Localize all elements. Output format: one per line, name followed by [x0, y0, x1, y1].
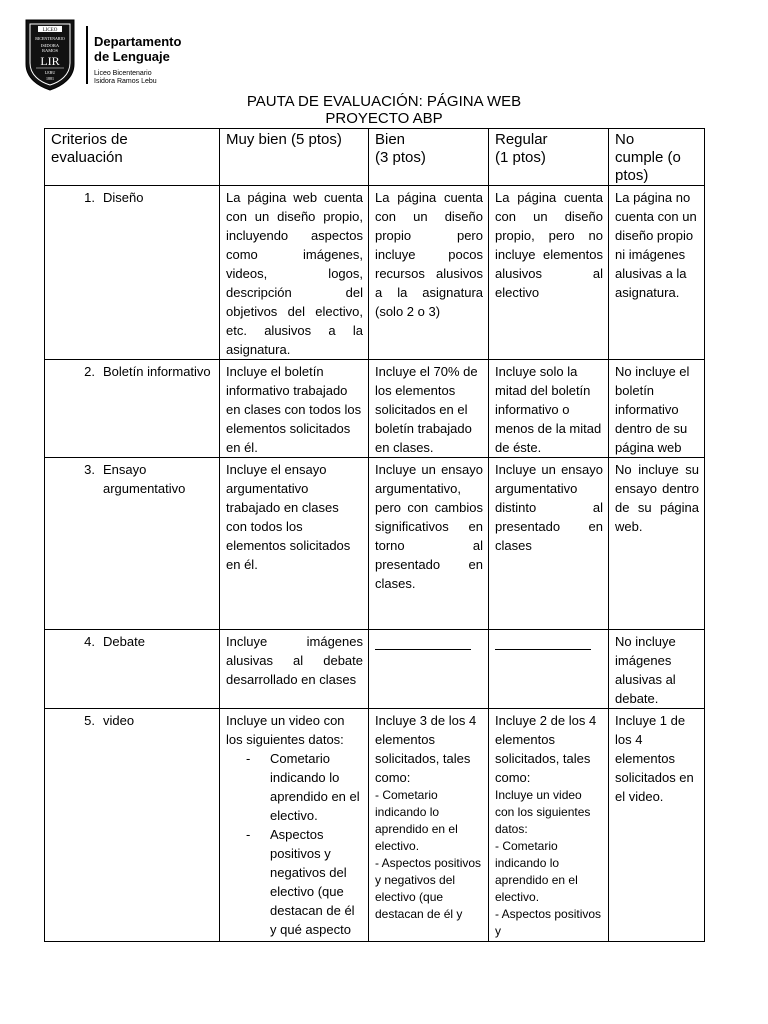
- document-header: [24, 18, 324, 94]
- criterion-cell: 4. Debate: [45, 630, 220, 709]
- document-subtitle: PROYECTO ABP: [325, 110, 443, 127]
- bien-cell: Incluye 3 de los 4 elementos solicitados, tales como: - Cometario indicando lo aprendido en el electivo. - Aspectos positivos y negativos del electivo (que destacan de él y: [369, 709, 489, 942]
- muy-bien-cell: La página web cuenta con un diseño propio, incluyendo aspectos como imágenes, videos, logos, descripción del objetivos del electivo, etc. alusivos a la asignatura.: [220, 186, 369, 360]
- svg-text:LICEO: LICEO: [42, 28, 58, 33]
- muy-bien-cell: Incluye un video con los siguientes datos: - Cometario indicando lo aprendido en el electivo. - Aspectos positivos y negativos del electivo (que destacan de él y qué aspecto: [220, 709, 369, 942]
- no-cumple-cell: Incluye 1 de los 4 elementos solicitados en el video.: [609, 709, 705, 942]
- regular-cell: La página cuenta con un diseño propio, pero no incluye elementos alusivos al electivo: [489, 186, 609, 360]
- table-row: [45, 709, 705, 942]
- bien-cell: Incluye el 70% de los elementos solicitados en el boletín trabajado en clases.: [369, 360, 489, 458]
- bien-cell: La página cuenta con un diseño propio pero incluye pocos recursos alusivos a la asignatura (solo 2 o 3): [369, 186, 489, 360]
- school-name: Liceo Bicentenario Isidora Ramos Lebu: [94, 70, 157, 85]
- header-regular: Regular (1 ptos): [489, 129, 609, 186]
- table-row: [45, 458, 705, 630]
- table-row: [45, 630, 705, 709]
- table-row: [45, 360, 705, 458]
- header-no-cumple: No cumple (o ptos): [609, 129, 705, 186]
- criterion-cell: 1. Diseño: [45, 186, 220, 360]
- list-item: - Cometario indicando lo aprendido en el electivo.: [246, 749, 363, 825]
- bien-cell: [369, 630, 489, 709]
- no-cumple-cell: No incluye imágenes alusivas al debate.: [609, 630, 705, 709]
- svg-text:LIR: LIR: [40, 54, 60, 68]
- regular-cell: [489, 630, 609, 709]
- requirements-list: [226, 749, 363, 939]
- header-criteria: Criterios de evaluación: [45, 129, 220, 186]
- header-muy-bien: Muy bien (5 ptos): [220, 129, 369, 186]
- table-row: [45, 186, 705, 360]
- school-seal-logo: [24, 18, 76, 92]
- no-cumple-cell: No incluye el boletín informativo dentro de su página web: [609, 360, 705, 458]
- criterion-cell: 3. Ensayo argumentativo: [45, 458, 220, 630]
- list-item: - Cometario indicando lo aprendido en el electivo.: [495, 839, 578, 904]
- list-item: - Aspectos positivos y negativos del electivo (que destacan de él y qué aspecto: [246, 825, 363, 939]
- no-cumple-cell: No incluye su ensayo dentro de su página web.: [609, 458, 705, 630]
- svg-text:ISIDORA: ISIDORA: [40, 43, 60, 48]
- svg-text:LEBU: LEBU: [44, 70, 56, 75]
- blank-line: [375, 649, 471, 650]
- regular-cell: Incluye un ensayo argumentativo distinto al presentado en clases: [489, 458, 609, 630]
- muy-bien-cell: Incluye imágenes alusivas al debate desarrollado en clases: [220, 630, 369, 709]
- department-name: Departamento de Lenguaje: [94, 34, 182, 64]
- criterion-cell: 5. video: [45, 709, 220, 942]
- evaluation-rubric-table: [44, 128, 705, 942]
- bien-cell: Incluye un ensayo argumentativo, pero con cambios significativos en torno al presentado en clases.: [369, 458, 489, 630]
- regular-cell: Incluye solo la mitad del boletín informativo o menos de la mitad de éste.: [489, 360, 609, 458]
- muy-bien-cell: Incluye el ensayo argumentativo trabajado en clases con todos los elementos solicitados en él.: [220, 458, 369, 630]
- document-title: PAUTA DE EVALUACIÓN: PÁGINA WEB: [246, 93, 522, 110]
- blank-line: [495, 649, 591, 650]
- svg-text:1881: 1881: [46, 76, 54, 81]
- list-item: - Aspectos positivos y negativos del electivo (que destacan de él y: [375, 856, 482, 921]
- header-bien: Bien (3 ptos): [369, 129, 489, 186]
- svg-text:BICENTENARIO: BICENTENARIO: [35, 36, 65, 41]
- svg-text:RAMOS: RAMOS: [41, 48, 59, 53]
- regular-cell: Incluye 2 de los 4 elementos solicitados, tales como: Incluye un video con los siguientes datos: - Cometario indicando lo aprendido en el electivo. - Aspectos positivos y: [489, 709, 609, 942]
- header-divider: [86, 26, 88, 84]
- list-item: - Cometario indicando lo aprendido en el electivo.: [375, 788, 458, 853]
- muy-bien-cell: Incluye el boletín informativo trabajado en clases con todos los elementos solicitados en él.: [220, 360, 369, 458]
- table-header-row: [45, 129, 705, 186]
- list-item: - Aspectos positivos y: [495, 907, 602, 938]
- criterion-cell: 2. Boletín informativo: [45, 360, 220, 458]
- no-cumple-cell: La página no cuenta con un diseño propio ni imágenes alusivas a la asignatura.: [609, 186, 705, 360]
